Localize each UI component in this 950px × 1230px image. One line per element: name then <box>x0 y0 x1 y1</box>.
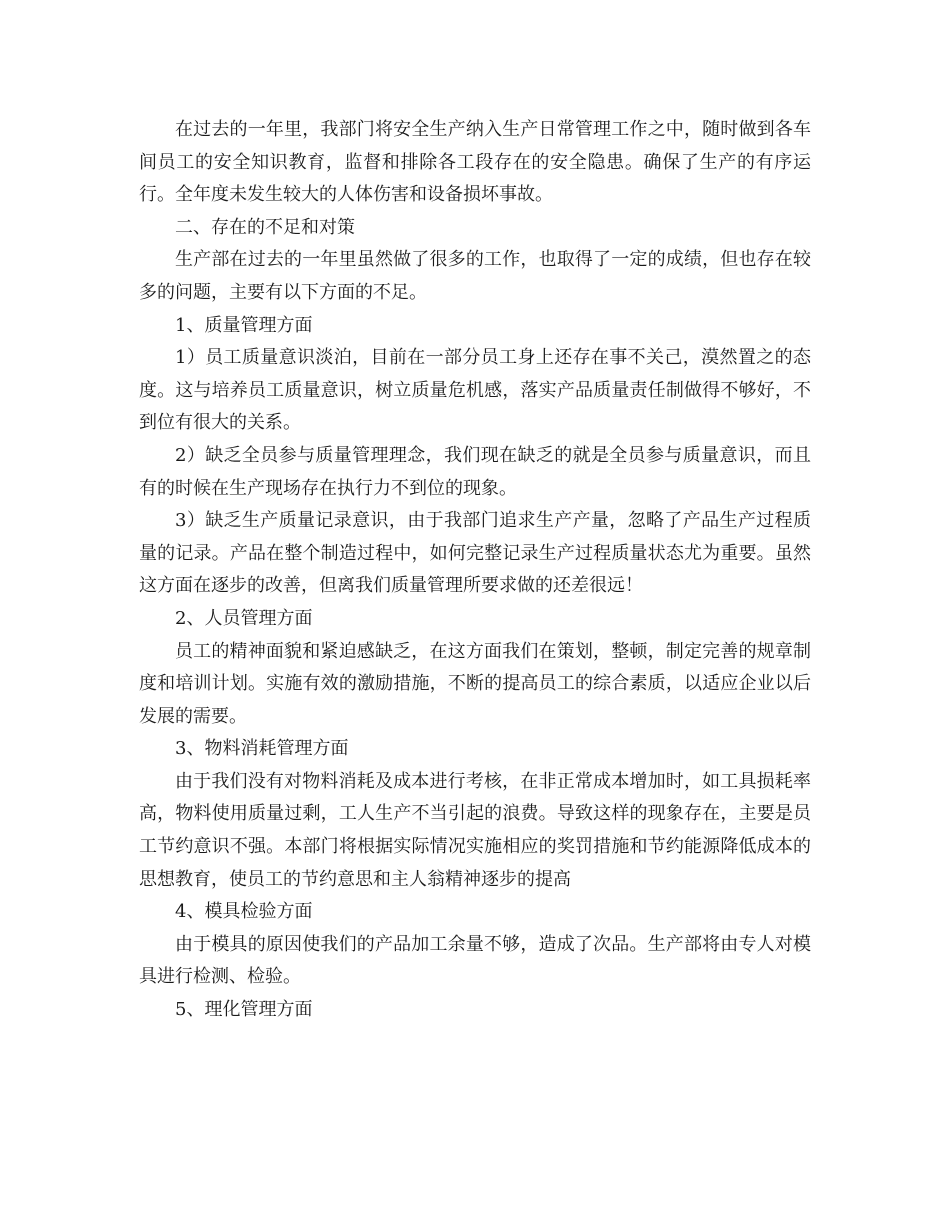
document-body <box>139 114 811 1027</box>
paragraph-quality-awareness: 1）员工质量意识淡泊，目前在一部分员工身上还存在事不关己，漠然置之的态度。这与培养员工质量意识，树立质量危机感，落实产品质量责任制做得不够好，不到位有很大的关系。 <box>139 347 811 434</box>
paragraph-quality-records: 3）缺乏生产质量记录意识，由于我部门追求生产产量，忽略了产品生产过程质量的记录。产品在整个制造过程中，如何完整记录生产过程质量状态尤为重要。虽然这方面在逐步的改善，但离我们质量管理所要求做的还差很远！ <box>139 510 811 597</box>
paragraph-full-participation: 2）缺乏全员参与质量管理理念，我们现在缺乏的就是全员参与质量意识，而且有的时候在生产现场存在执行力不到位的现象。 <box>139 444 811 499</box>
subheading-mold-inspection: 4、模具检验方面 <box>175 901 313 923</box>
subheading-quality-management: 1、质量管理方面 <box>175 314 313 336</box>
subheading-physical-chemical: 5、理化管理方面 <box>175 999 313 1021</box>
section-heading-shortcomings: 二、存在的不足和对策 <box>175 216 355 238</box>
paragraph-mold-inspection: 由于模具的原因使我们的产品加工余量不够，造成了次品。生产部将由专人对模具进行检测、检验。 <box>139 933 811 988</box>
paragraph-safety-summary: 在过去的一年里，我部门将安全生产纳入生产日常管理工作之中，随时做到各车间员工的安全知识教育，监督和排除各工段存在的安全隐患。确保了生产的有序运行。全年度未发生较大的人体伤害和设备损坏事故。 <box>139 119 811 206</box>
paragraph-shortcomings-intro: 生产部在过去的一年里虽然做了很多的工作，也取得了一定的成绩，但也存在较多的问题，主要有以下方面的不足。 <box>139 249 811 303</box>
subheading-material-consumption: 3、物料消耗管理方面 <box>175 738 349 760</box>
paragraph-material-consumption: 由于我们没有对物料消耗及成本进行考核，在非正常成本增加时，如工具损耗率高，物料使用质量过剩，工人生产不当引起的浪费。导致这样的现象存在，主要是员工节约意识不强。本部门将根据实际情况实施相应的奖罚措施和节约能源降低成本的思想教育，使员工的节约意思和主人翁精神逐步的提高 <box>139 770 811 890</box>
subheading-personnel-management: 2、人员管理方面 <box>175 607 313 629</box>
paragraph-personnel: 员工的精神面貌和紧迫感缺乏，在这方面我们在策划，整顿，制定完善的规章制度和培训计划。实施有效的激励措施，不断的提高员工的综合素质，以适应企业以后发展的需要。 <box>139 640 811 727</box>
